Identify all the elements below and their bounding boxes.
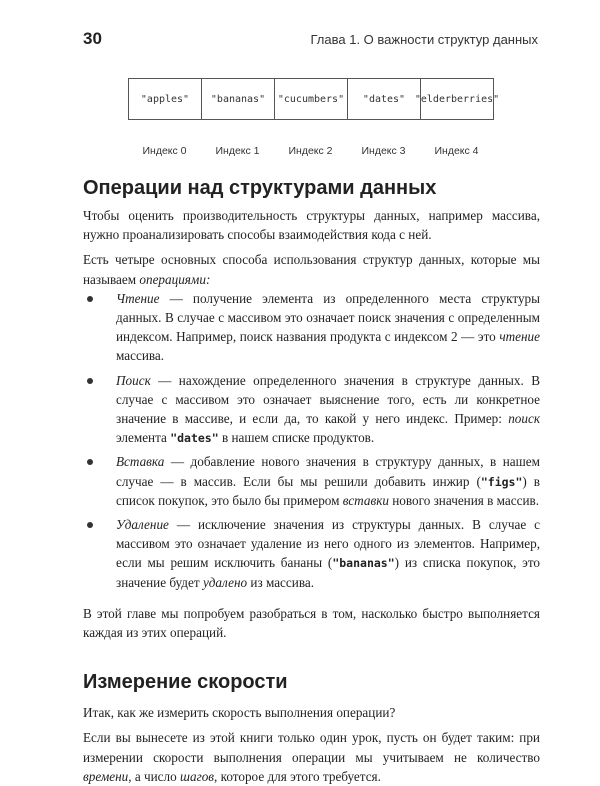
text-run: элемента	[116, 430, 171, 446]
text-run: — исключение значения из структуры данных. В случае с массивом это означает удаление из него одного из элементов. Например, если мы решим исключить бананы (	[116, 517, 540, 571]
section-heading: Измерение скорости	[83, 671, 288, 694]
index-label: Индекс 4	[434, 145, 479, 157]
paragraph	[83, 604, 540, 642]
text-run: ) в список покупок, это было бы примером	[116, 473, 540, 508]
italic-term: операциями:	[139, 271, 211, 287]
text-run: В этой главе мы попробуем разобраться в том, насколько быстро выполняется каждая из этих операций.	[83, 605, 540, 641]
text-run: — получение элемента из определенного места структуры данных. В случае с массивом это означает поиск значения с определенным индексом. Например, поиск названия продукта с индексом 2 — это	[116, 290, 540, 345]
text-run: ) из списка покупок, это значение будет	[116, 555, 540, 590]
italic-term: Поиск	[116, 372, 151, 388]
text-run: Чтобы оценить производительность структуры данных, например массива, нужно проанализировать способы взаимодействия кода с ней.	[83, 208, 540, 243]
italic-term: поиск	[508, 411, 540, 427]
index-label: Индекс 0	[142, 145, 187, 157]
code-literal: "dates"	[170, 431, 219, 446]
text-run: Есть четыре основных способа использования структур данных, которые мы называем	[83, 252, 540, 287]
index-label: Индекс 2	[288, 145, 333, 157]
array-cell: "apples"	[129, 79, 202, 119]
code-literal: "figs"	[480, 474, 523, 489]
paragraph	[83, 703, 540, 722]
italic-term: вставки	[342, 492, 389, 508]
italic-term: удалено	[202, 574, 248, 590]
text-run: , а число	[128, 768, 181, 784]
italic-term: Вставка	[116, 454, 165, 470]
italic-term: чтение	[499, 329, 540, 345]
text-run: массива.	[116, 348, 165, 364]
index-label: Индекс 3	[361, 145, 406, 157]
paragraph	[83, 728, 540, 786]
page-number: 30	[83, 29, 102, 48]
array-indices	[128, 145, 493, 157]
list-item	[83, 289, 540, 366]
paragraph	[83, 206, 540, 244]
text-run: — нахождение определенного значения в структуре данных. В случае с массивом это означает выяснение того, есть ли конкретное значение в массиве, и если да, то какой у него индекс. Пример:	[116, 372, 540, 427]
running-title: Глава 1. О важности структур данных	[310, 32, 538, 47]
text-run: Если вы вынесете из этой книги только один урок, пусть он будет таким: при измерении скорости выполнения операции мы учитываем не количество	[83, 730, 540, 765]
text-run: , которое для этого требуется.	[214, 768, 381, 784]
index-label: Индекс 1	[215, 145, 260, 157]
array-cell: "dates"	[348, 79, 421, 119]
array-cell: "cucumbers"	[275, 79, 348, 119]
code-literal: "bananas"	[332, 556, 395, 571]
text-run: нового значения в массив.	[388, 492, 540, 508]
text-run: — добавление нового значения в структуру данных, в нашем случае — в массив. Если бы мы решили добавить инжир (	[116, 454, 540, 489]
text-run: из массива.	[247, 574, 315, 590]
italic-term: шагов	[180, 768, 215, 784]
text-run: Итак, как же измерить скорость выполнения операции?	[83, 705, 396, 721]
list-item	[83, 515, 540, 592]
page-body	[83, 176, 540, 786]
array-cell: "elderberries"	[414, 93, 500, 105]
operations-list	[83, 289, 540, 592]
section-heading: Операции над структурами данных	[83, 177, 437, 199]
paragraph	[83, 250, 540, 288]
array-cell: "bananas"	[202, 79, 275, 119]
text-run: в нашем списке продуктов.	[218, 430, 375, 446]
array-diagram	[128, 78, 500, 120]
italic-term: времени	[83, 768, 129, 784]
italic-term: Удаление	[116, 517, 169, 533]
list-item	[83, 452, 540, 510]
list-item	[83, 371, 540, 448]
italic-term: Чтение	[116, 290, 160, 306]
